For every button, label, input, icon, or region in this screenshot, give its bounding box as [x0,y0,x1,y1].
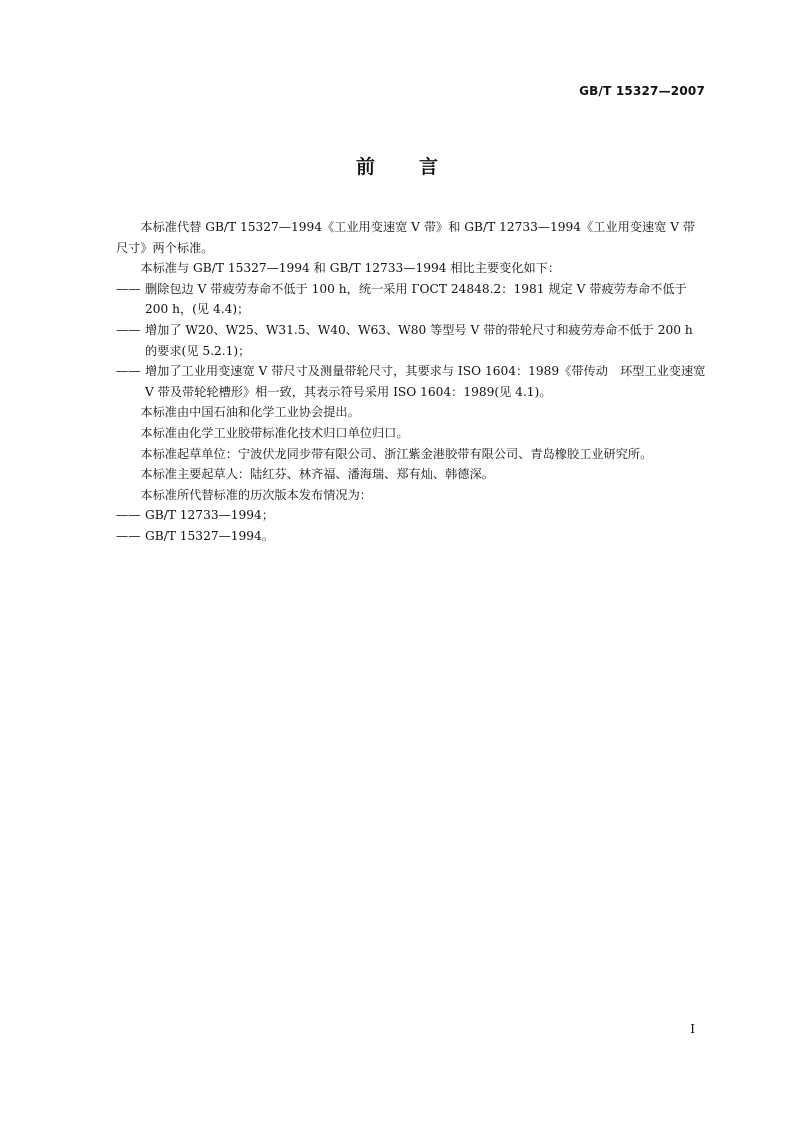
paragraph-administrator: 本标准由化学工业胶带标准化技术归口单位归口。 [140,425,409,440]
paragraph-drafting-units: 本标准起草单位：宁波伏龙同步带有限公司、浙江紫金港胶带有限公司、青岛橡胶工业研究所。 [140,446,653,461]
change-item [116,279,706,320]
history-text: GB/T 12733—1994； [145,508,274,523]
standard-number: GB/T 15327—2007 [579,84,705,98]
dash-mark: —— [116,322,141,337]
paragraph-drafters: 本标准主要起草人：陆红芬、林齐福、潘海瑞、郑有灿、韩德深。 [140,467,494,482]
paragraph-changes-intro: 本标准与 GB/T 15327—1994 和 GB/T 12733—1994 相比主要变化如下： [140,261,561,276]
foreword-body [116,217,706,547]
change-item [116,361,706,402]
change-text: 增加了 W20、W25、W31.5、W40、W63、W80 等型号 V 带的带轮尺寸和疲劳寿命不低于 200 h 的要求(见 5.2.1)； [145,322,693,358]
paragraph-history-intro: 本标准所代替标准的历次版本发布情况为： [140,487,372,502]
change-text: 增加了工业用变速宽 V 带尺寸及测量带轮尺寸，其要求与 ISO 1604：1989《带传动 环型工业变速宽 V 带及带轮轮槽形》相一致，其表示符号采用 ISO 1604：1989(见 4.1)。 [145,364,706,399]
page-title: 前言 [355,156,482,178]
page-number: I [690,1022,695,1036]
change-item [116,320,706,361]
dash-mark: —— [116,281,141,296]
history-item [116,505,706,526]
dash-mark: —— [116,364,141,379]
history-text: GB/T 15327—1994。 [145,528,274,543]
paragraph-replacement: 本标准代替 GB/T 15327—1994《工业用变速宽 V 带》和 GB/T 12733—1994《工业用变速宽 V 带尺寸》两个标准。 [116,220,696,255]
change-text: 删除包边 V 带疲劳寿命不低于 100 h，统一采用 ГОСТ 24848.2：1981 规定 V 带疲劳寿命不低于 200 h，(见 4.4)； [145,281,687,317]
dash-mark: —— [116,508,141,523]
history-item [116,526,706,547]
dash-mark: —— [116,528,141,543]
paragraph-proposer: 本标准由中国石油和化学工业协会提出。 [140,405,360,420]
